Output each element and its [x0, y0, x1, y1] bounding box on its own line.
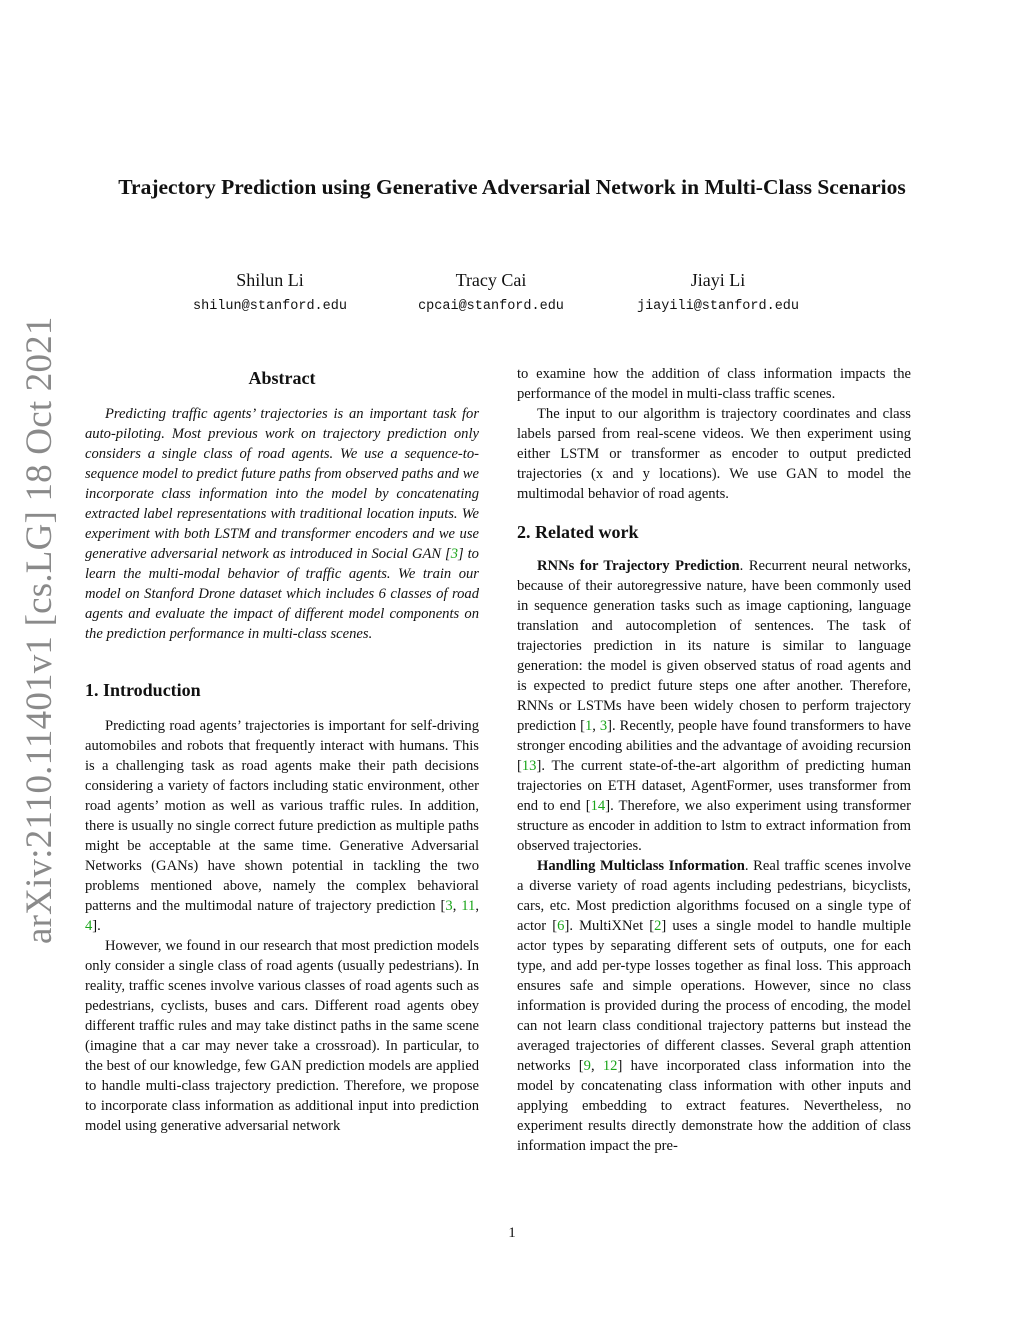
- arxiv-stamp: arXiv:2110.11401v1 [cs.LG] 18 Oct 2021: [19, 316, 60, 944]
- author-name: Tracy Cai: [455, 270, 527, 290]
- intro-paragraph-1: Predicting road agents’ trajectories is important for self-driving automobiles and robots that frequently interact with humans. This is a challenging task as road agents make their path decisions considering a variety of factors including static environment, other road agents’ motion as well as various traffic rules. In addition, there is usually no single correct future prediction as multiple paths might be acceptable at the same time. Generative Adversarial Networks (GANs) have shown potential in tackling the two problems mentioned above, namely the complex behavioral patterns and the multimodal nature of trajectory prediction [3, 11, 4].: [85, 718, 480, 934]
- abstract-heading: Abstract: [248, 368, 316, 388]
- citation-link[interactable]: 11: [461, 898, 476, 914]
- author-2: [361, 268, 621, 317]
- author-email[interactable]: jiayili@stanford.edu: [636, 299, 800, 314]
- citation-link[interactable]: 3: [450, 546, 459, 562]
- intro-paragraph-2-continued: to examine how the addition of class information impacts the performance of the model in multi-class traffic scenes.: [517, 366, 911, 402]
- right-column: [517, 364, 911, 1156]
- intro-paragraph-2: However, we found in our research that most prediction models only consider a single class of road agents (usually pedestrians). In reality, traffic scenes involve various classes of road agents such as pedestrians, cyclists, buses and cars. Different road agents obey different traffic rules and may take distinct paths in the same scene (imagine that a car may never take a crossroad). In particular, to the best of our knowledge, few GAN prediction models are applied to handle multi-class trajectory prediction. Therefore, we propose to incorporate class information as additional input into prediction model using generative adversarial network: [85, 938, 479, 1134]
- run-in-heading: RNNs for Trajectory Prediction: [537, 558, 740, 574]
- citation-link[interactable]: 2: [654, 918, 662, 934]
- author-3: [588, 268, 848, 317]
- author-name: Shilun Li: [236, 270, 304, 290]
- intro-paragraph-3: The input to our algorithm is trajectory coordinates and class labels parsed from real-scene videos. We then experiment using either LSTM or transformer as encoder to output predicted trajectories (x and y locations). We use GAN to model the multimodal behavior of road agents.: [517, 406, 911, 502]
- page-number: 1: [508, 1225, 516, 1241]
- author-email[interactable]: shilun@stanford.edu: [193, 299, 347, 314]
- citation-link[interactable]: 4: [85, 918, 93, 934]
- section-heading-related-work: 2. Related work: [517, 522, 639, 542]
- citation-link[interactable]: 12: [602, 1058, 618, 1074]
- citation-link[interactable]: 1: [584, 718, 593, 734]
- citation-link[interactable]: 3: [599, 718, 608, 734]
- citation-link[interactable]: 6: [557, 918, 565, 934]
- citation-link[interactable]: 3: [445, 898, 453, 914]
- left-column: [85, 364, 479, 1136]
- related-rnn-paragraph: RNNs for Trajectory Prediction. Recurrent neural networks, because of their autoregressive nature, have been commonly used in sequence generation tasks such as image captioning, language translation and autocompletion of sentences. The task of trajectories prediction in its nature is similar to language generation: the model is given observed status of road agents and is expected to predict future steps one after another. Therefore, RNNs or LSTMs have been widely chosen to perform trajectory prediction [1, 3]. Recently, people have found transformers to have stronger encoding abilities and the advantage of avoiding recursion [13]. The current state-of-the-art algorithm of predicting human trajectories on ETH dataset, AgentFormer, uses transformer from end to end [14]. Therefore, we also experiment using transformer structure as encoder in addition to lstm to extract information from observed trajectories.: [517, 558, 912, 854]
- run-in-heading: Handling Multiclass Information: [537, 858, 745, 874]
- paper-title: Trajectory Prediction using Generative Adversarial Network in Multi-Class Scenarios: [118, 175, 906, 199]
- author-name: Jiayi Li: [690, 270, 746, 290]
- related-multiclass-paragraph: Handling Multiclass Information. Real traffic scenes involve a diverse variety of road agents including pedestrians, bicyclists, cars, etc. Most prediction algorithms focused on a single type of actor [6]. MultiXNet [2] uses a single model to handle multiple actor types by separating different sets of outputs, one for each type, and add per-type losses together as final loss. This approach ensures safe and simple operations. However, since no class information is provided during the process of encoding, the model can not learn class conditional trajectory patterns but instead the averaged trajectories of different classes. Several graph attention networks [9, 12] have incorporated class information into the model by concatenating class information with other inputs and applying embedding to extract features. Nevertheless, no experiment results directly demonstrate how the addition of class information impact the pre-: [517, 858, 912, 1154]
- author-email[interactable]: cpcai@stanford.edu: [418, 299, 564, 314]
- abstract-text: Predicting traffic agents’ trajectories is an important task for auto-piloting. Most previous work on trajectory prediction only considers a single class of road agents. We use a sequence-to-sequence model to predict future paths from observed paths and we incorporate class information into the model by concatenating extracted label representations with traditional location inputs. We experiment with both LSTM and transformer encoders and we use generative adversarial network as introduced in Social GAN [3] to learn the multi-modal behavior of traffic agents. We train our model on Stanford Drone dataset which includes 6 classes of road agents and evaluate the impact of different model components on the prediction performance in multi-class scenes.: [85, 406, 479, 642]
- citation-link[interactable]: 9: [583, 1058, 591, 1074]
- section-heading-introduction: 1. Introduction: [85, 680, 201, 700]
- citation-link[interactable]: 14: [590, 798, 606, 814]
- citation-link[interactable]: 13: [521, 758, 537, 774]
